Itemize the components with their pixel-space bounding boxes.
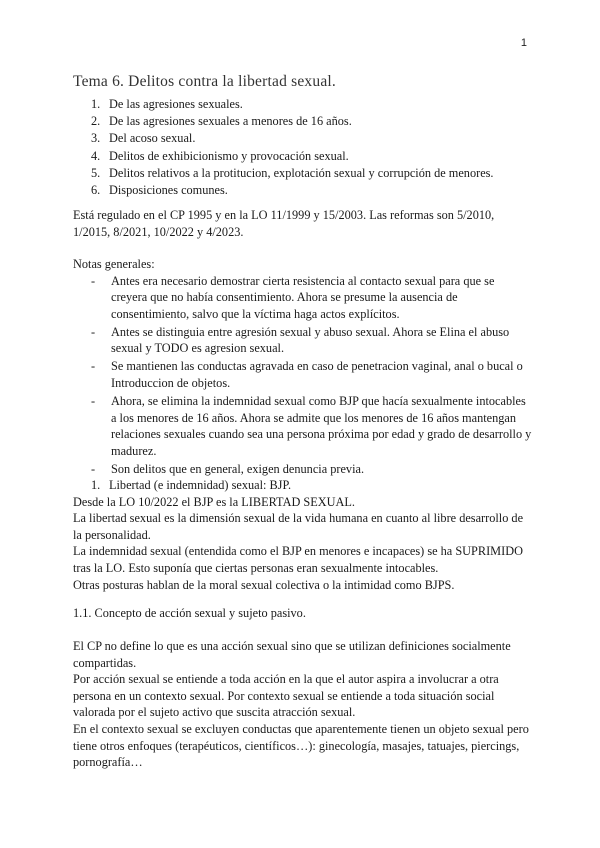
list-item [91, 130, 551, 147]
dash-marker: - [91, 273, 96, 288]
paragraph: Por acción sexual se entiende a toda acción en la que el autor aspira a involucrar a otra persona en un contexto sexual. Por contexto sexual se entiende a toda situación social valorada por el sujeto activo que suscita atracción sexual. [73, 672, 499, 720]
regulation-block [73, 207, 533, 240]
list-text: Del acoso sexual. [109, 131, 196, 146]
list-number: 5. [91, 165, 101, 180]
note-text: Son delitos que en general, exigen denuncia previa. [111, 461, 365, 476]
list-text: De las agresiones sexuales a menores de 16 años. [109, 114, 352, 129]
paragraph: Desde la LO 10/2022 el BJP es la LIBERTAD SEXUAL. [73, 494, 355, 509]
page-number: 1 [520, 37, 527, 49]
list-item [91, 148, 551, 165]
subsection-heading: 1.1. Concepto de acción sexual y sujeto pasivo. [73, 606, 306, 620]
note-text: Se mantienen las conductas agravada en caso de penetracion vaginal, anal o bucal o Introduccion de objetos. [111, 359, 523, 390]
list-item [91, 96, 551, 113]
paragraph: La libertad sexual es la dimensión sexual de la vida humana en cuanto al libre desarrollo de la personalidad. [73, 511, 524, 542]
note-item [73, 273, 533, 323]
note-item [73, 393, 533, 459]
list-number: 4. [91, 148, 101, 163]
subsection-1-1 [73, 605, 533, 622]
section-title: Libertad (e indemnidad) sexual: BJP. [109, 478, 292, 492]
note-text: Antes era necesario demostrar cierta resistencia al contacto sexual para que se creyera que no había consentimiento. Ahora se presume la ausencia de consentimiento, salvo que la víctima haga actos explícitos. [111, 273, 495, 321]
regulation-paragraph: Está regulado en el CP 1995 y en la LO 11/1999 y 15/2003. Las reformas son 5/2010, 1/2015, 8/2021, 10/2022 y 4/2023. [73, 208, 495, 239]
list-item [91, 182, 551, 199]
section-number: 1. [91, 478, 101, 492]
list-item [91, 165, 551, 182]
index-list [91, 96, 551, 199]
list-number: 6. [91, 182, 101, 197]
paragraph: En el contexto sexual se excluyen conductas que aparentemente tienen un objeto sexual pero tiene otros enfoques (terapéuticos, científicos…): ginecología, masajes, tatuajes, piercings, pornografía… [73, 721, 529, 770]
list-text: De las agresiones sexuales. [109, 97, 243, 111]
note-item [73, 324, 533, 357]
list-number: 2. [91, 114, 101, 129]
notes-block [73, 256, 533, 479]
page-title: Tema 6. Delitos contra la libertad sexual. [73, 73, 336, 90]
dash-marker: - [91, 461, 96, 476]
dash-marker: - [91, 359, 96, 374]
note-text: Ahora, se elimina la indemnidad sexual como BJP que hacía sexualmente intocables a los menores de 16 años. Ahora se admite que los menores de 16 años mantengan relaciones sexuales cuando sea una persona próxima por edad y grado de desarrollo y madurez. [111, 393, 532, 458]
list-number: 3. [91, 131, 101, 146]
section-heading [73, 477, 533, 494]
note-text: Antes se distinguia entre agresión sexual y abuso sexual. Ahora se Elina el abuso sexual y TODO es agresion sexual. [111, 324, 510, 356]
list-text: Disposiciones comunes. [109, 182, 228, 197]
note-item [73, 461, 533, 478]
paragraph: Otras posturas hablan de la moral sexual colectiva o la intimidad como BJPS. [73, 577, 455, 592]
list-text: Delitos relativos a la protitucion, explotación sexual y corrupción de menores. [109, 165, 494, 180]
paragraph: La indemnidad sexual (entendida como el BJP en menores e incapaces) se ha SUPRIMIDO tras la LO. Esto suponía que ciertas personas eran sexualmente intocables. [73, 544, 523, 575]
list-number: 1. [91, 97, 101, 111]
dash-marker: - [91, 393, 96, 408]
section-1 [73, 477, 533, 593]
notes-heading: Notas generales: [73, 257, 155, 271]
subsection-body [73, 638, 533, 771]
paragraph: El CP no define lo que es una acción sexual sino que se utilizan definiciones socialmente compartidas. [73, 639, 511, 670]
list-text: Delitos de exhibicionismo y provocación sexual. [109, 148, 349, 163]
dash-marker: - [91, 324, 96, 339]
note-item [73, 358, 533, 391]
list-item [91, 113, 551, 130]
